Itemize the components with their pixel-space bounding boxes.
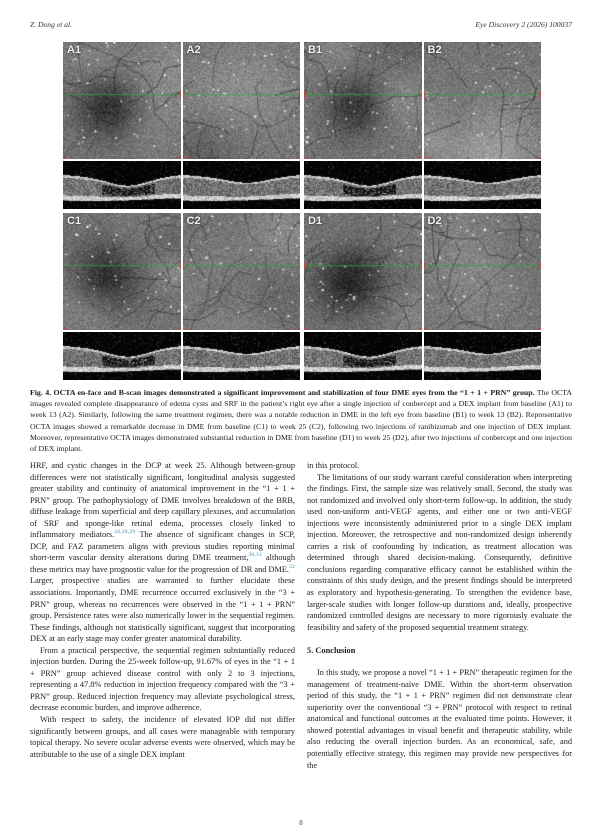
oct-bscan-image-B1 (304, 161, 422, 209)
oct-bscan-image-A2 (183, 161, 301, 209)
octa-enface-image-C2 (183, 213, 301, 330)
bscan-row (304, 161, 541, 209)
oct-bscan-image-C1 (63, 332, 181, 380)
oct-bscan-panel-B2 (424, 161, 542, 209)
oct-bscan-panel-A1 (63, 161, 181, 209)
oct-bscan-panel-C2 (183, 332, 301, 380)
oct-bscan-panel-C1 (63, 332, 181, 380)
citation-reference-link[interactable]: 30,31 (248, 552, 262, 559)
enface-row (63, 213, 300, 330)
octa-enface-panel-D2 (424, 213, 542, 330)
oct-bscan-image-B2 (424, 161, 542, 209)
octa-enface-image-B2 (424, 42, 542, 159)
oct-bscan-panel-D2 (424, 332, 542, 380)
octa-enface-panel-B2 (424, 42, 542, 159)
body-paragraph: In this study, we propose a novel “1 + 1 + PRN” therapeutic regimen for the management of treatment-naïve DME. Within the short-term observation period of this study, the “1 + 1 + PRN” regimen did not demonstrate clear superiority over the conventional “3 + PRN” protocol with respect to retinal anatomical and functional outcomes at the evaluated time points. However, it showed potential advantages in visual benefit and therapeutic stability, while also reducing the overall injection burden. As an economical, safe, and potentially effective strategy, this regimen may provide new perspectives for the (307, 668, 572, 770)
body-column-left (30, 460, 295, 760)
bscan-row (63, 332, 300, 380)
octa-enface-image-D1 (304, 213, 422, 330)
body-paragraph: With respect to safety, the incidence of elevated IOP did not differ significantly between groups, and all cases were manageable with temporary topical therapy. No severe ocular adverse events were observed, which may be attributable to the use of a single DEX implant (30, 715, 295, 759)
octa-enface-image-A2 (183, 42, 301, 159)
body-paragraph: From a practical perspective, the sequential regimen substantially reduced injection burden. During the 25-week follow-up, 91.67% of eyes in the “1 + 1 + PRN” group achieved disease control with only 2 to 3 injections, representing a 47.8% reduction in injection frequency compared with the “3 + PRN” group. Reduced injection frequency may alleviate psychological stress, decrease economic burden, and improve adherence. (30, 645, 295, 713)
figure-caption-lead: Fig. 4. OCTA en-face and B-scan images demonstrated a significant improvement and stabilization of four DME eyes from the “1 + 1 + PRN” group. (30, 388, 535, 397)
figure-group-B (304, 42, 541, 209)
body-paragraph: The limitations of our study warrant careful consideration when interpreting the findings. First, the sample size was relatively small. Second, the study was not randomized and involved only short-term follow-up. In addition, the study used non-uniform anti-VEGF agents, and either one or two anti-VEGF injections were inconsistently administered prior to a single DEX implant injection. Moreover, the retrospective and non-randomized design inherently carries a risk of confounding by indication, as treatment allocation was determined through shared decision-making. Consequently, definitive conclusions regarding comparative efficacy cannot be established within the constraints of this study design, and the present findings should be interpreted as exploratory and hypothesis-generating. To strengthen the evidence base, larger-scale studies with longer follow-up durations and, ideally, prospective randomized controlled designs are necessary to more rigorously evaluate the feasibility and safety of the proposed sequential treatment strategy. (307, 472, 572, 632)
citation-reference-link[interactable]: 32 (289, 564, 295, 571)
panel-label-B2: B2 (427, 44, 442, 56)
oct-bscan-panel-A2 (183, 161, 301, 209)
running-head-journal: Eye Discovery 2 (2026) 100037 (475, 20, 572, 29)
oct-bscan-panel-D1 (304, 332, 422, 380)
section-heading: 5. Conclusion (307, 646, 356, 656)
panel-label-A2: A2 (186, 44, 201, 56)
octa-enface-panel-C1 (63, 213, 181, 330)
panel-label-C1: C1 (67, 215, 82, 227)
enface-row (63, 42, 300, 159)
oct-bscan-image-D2 (424, 332, 542, 380)
panel-label-B1: B1 (308, 44, 323, 56)
figure-4-caption (30, 387, 572, 454)
oct-bscan-image-D1 (304, 332, 422, 380)
enface-row (304, 213, 541, 330)
octa-enface-image-D2 (424, 213, 542, 330)
figure-caption-body: The OCTA images revealed complete disappearance of edema cysts and SRF in the patient’s right eye after a single injection of conbercept and a DEX implant from baseline (A1) to week 13 (A2). Similarly, following the same treatment regimen, there was a notable reduction in DME in the left eye from baseline (B1) to week 13 (B2). Representative OCTA images showed a remarkable decrease in DME from baseline (C1) to week 25 (C2), following two injections of ranibizumab and one injection of DEX implant. Moreover, representative OCTA images demonstrated substantial reduction in DME from baseline (D1) to week 25 (D2), after two injections of conbercept and one injection of DEX implant. (30, 388, 573, 454)
page-number: 8 (299, 818, 303, 827)
running-head-author: Z. Dong et al. (30, 20, 72, 29)
octa-enface-image-A1 (63, 42, 181, 159)
citation-reference-link[interactable]: 24,28,29 (114, 529, 136, 536)
octa-enface-panel-A1 (63, 42, 181, 159)
enface-row (304, 42, 541, 159)
oct-bscan-image-A1 (63, 161, 181, 209)
panel-label-A1: A1 (67, 44, 82, 56)
panel-label-C2: C2 (186, 215, 201, 227)
figure-group-C (63, 213, 300, 380)
figure-4-image-grid (63, 42, 541, 380)
oct-bscan-image-C2 (183, 332, 301, 380)
octa-enface-image-B1 (304, 42, 422, 159)
octa-enface-panel-B1 (304, 42, 422, 159)
body-paragraph: HRF, and cystic changes in the DCP at week 25. Although between-group differences were not statistically significant, longitudinal analysis suggested greater stability and continuity of anatomical improvement in the “1 + 1 + PRN” group. The pathophysiology of DME involves breakdown of the BRB, diffuse leakage from superficial and deep capillary plexuses, and accumulation of SRF and sponge-like retinal edema, processes closely linked to inflammatory mediators.$^{24,28,29}$ The absence of significant changes in SCP, DCP, and FAZ parameters aligns with previous studies reporting minimal short-term vascular density alterations during DME treatment,$^{30,31}$ although these metrics may have prognostic value for the progression of DR and DME.$^{32}$ Larger, prospective studies are warranted to further elucidate these associations. Importantly, DME recurrence occurred exclusively in the “3 + PRN” group, whereas no recurrences were observed in the “1 + 1 + PRN” group. Persistence rates were also numerically lower in the sequential regimen. These findings, although not statistically significant, suggest that incorporating DEX at an early stage may confer greater anatomical durability. (30, 461, 295, 644)
figure-group-D (304, 213, 541, 380)
oct-bscan-panel-B1 (304, 161, 422, 209)
octa-enface-image-C1 (63, 213, 181, 330)
bscan-row (304, 332, 541, 380)
panel-label-D2: D2 (427, 215, 442, 227)
figure-group-A (63, 42, 300, 209)
octa-enface-panel-D1 (304, 213, 422, 330)
panel-label-D1: D1 (308, 215, 323, 227)
octa-enface-panel-C2 (183, 213, 301, 330)
body-paragraph: in this protocol. (307, 461, 360, 470)
running-head (30, 20, 572, 32)
octa-enface-panel-A2 (183, 42, 301, 159)
bscan-row (63, 161, 300, 209)
body-column-right (307, 460, 572, 771)
